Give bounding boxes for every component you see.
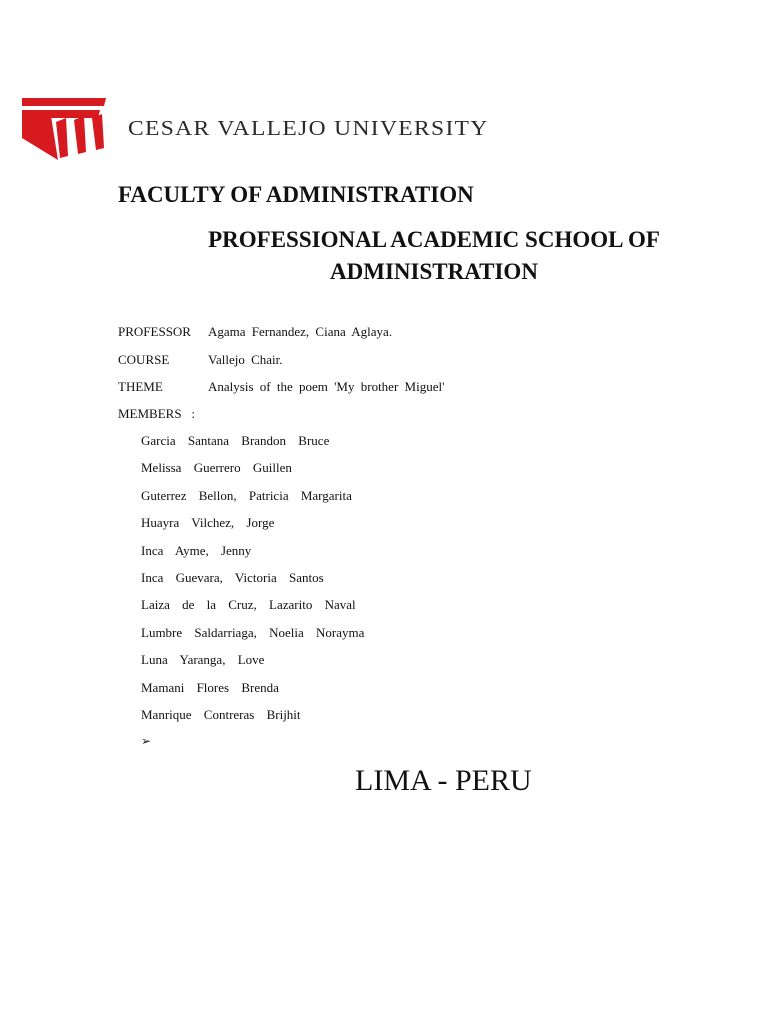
theme-row xyxy=(118,379,444,395)
member-item: Mamani Flores Brenda xyxy=(141,680,279,695)
member-item: Luna Yaranga, Love xyxy=(141,652,265,667)
professor-label: PROFESSOR xyxy=(118,324,191,339)
theme-value: Analysis of the poem 'My brother Miguel' xyxy=(208,379,445,394)
member-item: Inca Ayme, Jenny xyxy=(141,543,252,558)
member-item: Garcia Santana Brandon Bruce xyxy=(141,433,330,448)
member-item: Lumbre Saldarriaga, Noelia Norayma xyxy=(141,625,365,640)
member-item: Laiza de la Cruz, Lazarito Naval xyxy=(141,597,356,612)
faculty-title: FACULTY OF ADMINISTRATION xyxy=(118,182,474,207)
location-text: LIMA - PERU xyxy=(355,764,532,797)
members-label: MEMBERS : xyxy=(118,406,195,421)
professor-value: Agama Fernandez, Ciana Aglaya. xyxy=(208,324,393,339)
course-label: COURSE xyxy=(118,352,170,367)
arrow-bullet-icon: ➢ xyxy=(141,734,152,748)
course-row xyxy=(118,352,283,368)
member-item: Inca Guevara, Victoria Santos xyxy=(141,570,324,585)
professor-row xyxy=(118,324,392,340)
member-item: Melissa Guerrero Guillen xyxy=(141,460,292,475)
member-item: Manrique Contreras Brijhit xyxy=(141,707,301,722)
course-value: Vallejo Chair. xyxy=(208,352,283,367)
member-item: Huayra Vilchez, Jorge xyxy=(141,515,275,530)
university-name: CESAR VALLEJO UNIVERSITY xyxy=(128,116,489,140)
member-item: Guterrez Bellon, Patricia Margarita xyxy=(141,488,352,503)
school-title: PROFESSIONAL ACADEMIC SCHOOL OF ADMINISTRATION xyxy=(208,227,660,284)
cesar-vallejo-logo-icon xyxy=(20,96,110,160)
theme-label: THEME xyxy=(118,379,163,394)
